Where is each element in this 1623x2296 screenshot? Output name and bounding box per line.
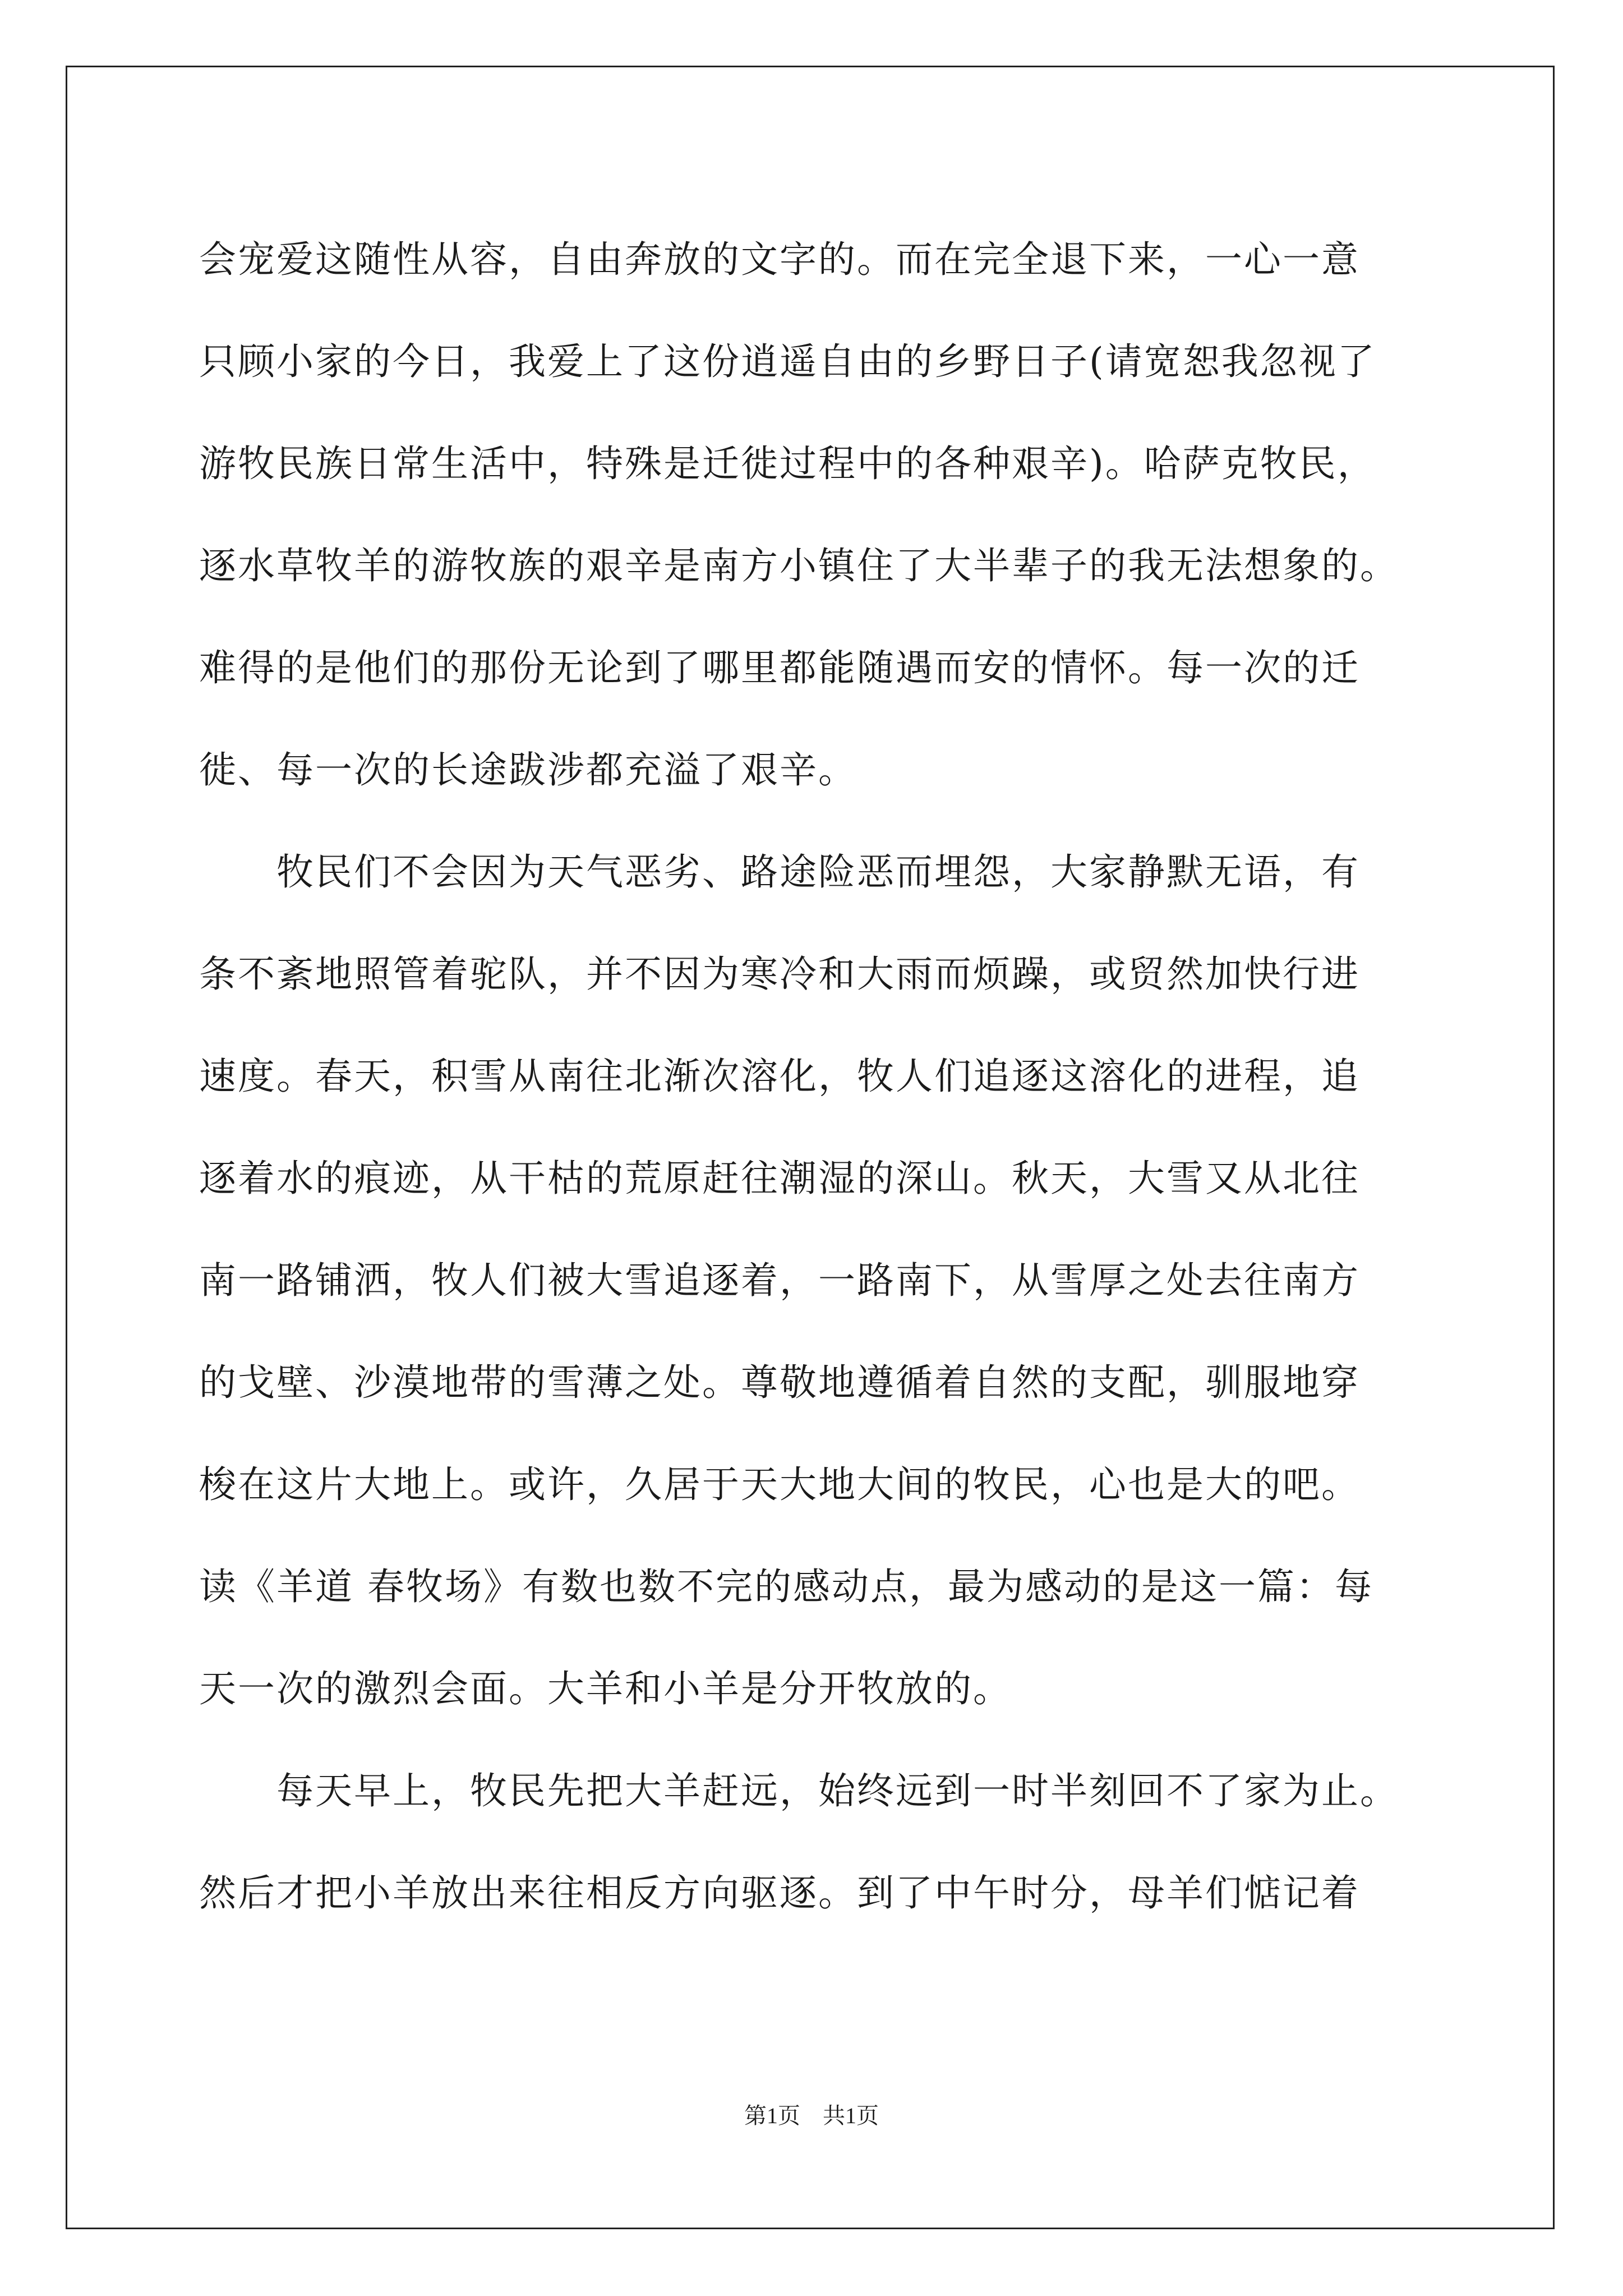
text-line: 牧民们不会因为天气恶劣、路途险恶而埋怨，大家静默无语，有 [199,850,1360,894]
text-line: 条不紊地照管着驼队，并不因为寒冷和大雨而烦躁，或贸然加快行进 [199,953,1360,996]
text-line: 会宠爱这随性从容，自由奔放的文字的。而在完全退下来，一心一意 [199,238,1360,281]
text-line: 逐水草牧羊的游牧族的艰辛是南方小镇住了大半辈子的我无法想象的。 [199,544,1399,587]
text-line: 逐着水的痕迹，从干枯的荒原赶往潮湿的深山。秋天，大雪又从北往 [199,1157,1360,1200]
text-line: 南一路铺洒，牧人们被大雪追逐着，一路南下，从雪厚之处去往南方 [199,1259,1360,1302]
text-line: 的戈壁、沙漠地带的雪薄之处。尊敬地遵循着自然的支配，驯服地穿 [199,1361,1360,1404]
text-line: 每天早上，牧民先把大羊赶远，始终远到一时半刻回不了家为止。 [199,1769,1399,1812]
text-line: 速度。春天，积雪从南往北渐次溶化，牧人们追逐这溶化的进程，追 [199,1055,1360,1098]
text-line: 然后才把小羊放出来往相反方向驱逐。到了中午时分，母羊们惦记着 [199,1871,1360,1915]
text-line: 游牧民族日常生活中，特殊是迁徙过程中的各种艰辛)。哈萨克牧民， [199,442,1376,485]
text-line: 只顾小家的今日，我爱上了这份逍遥自由的乡野日子(请宽恕我忽视了 [199,340,1376,383]
text-line: 读《羊道 春牧场》有数也数不完的感动点，最为感动的是这一篇：每 [199,1565,1373,1608]
text-line: 徙、每一次的长途跋涉都充溢了艰辛。 [199,748,857,792]
document-body [199,209,1433,1944]
text-line: 梭在这片大地上。或许，久居于天大地大间的牧民，心也是大的吧。 [199,1463,1360,1506]
text-line: 难得的是他们的那份无论到了哪里都能随遇而安的情怀。每一次的迁 [199,646,1360,689]
text-line: 天一次的激烈会面。大羊和小羊是分开牧放的。 [199,1667,1012,1710]
page-number-footer: 第1页 共1页 [744,2103,879,2128]
